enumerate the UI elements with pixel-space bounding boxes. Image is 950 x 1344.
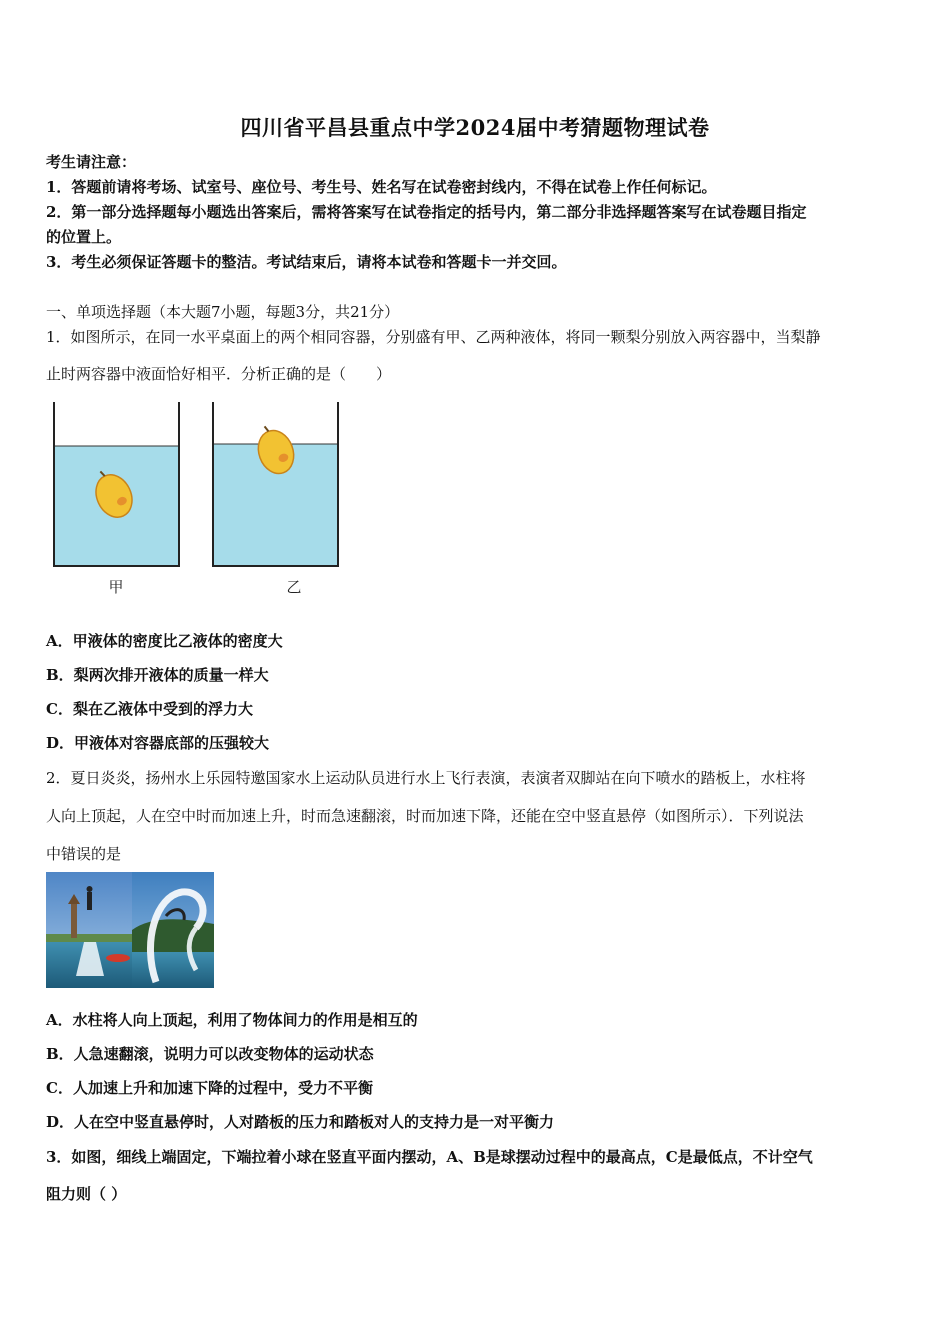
flyboarder-left-icon <box>87 892 92 910</box>
q1-option-a: A．甲液体的密度比乙液体的密度大 <box>46 632 283 650</box>
q3-stem-line-2: 阻力则（ ） <box>46 1185 127 1203</box>
q2-option-b: B．人急速翻滚，说明力可以改变物体的运动状态 <box>46 1045 374 1063</box>
q2-option-c: C．人加速上升和加速下降的过程中，受力不平衡 <box>46 1079 373 1097</box>
q2-stem-line-1: 2．夏日炎炎，扬州水上乐园特邀国家水上运动队员进行水上飞行表演，表演者双脚站在向下喷水的踏板上，水柱将 <box>46 769 806 787</box>
q2-stem-line-3: 中错误的是 <box>46 845 122 863</box>
label-jia: 甲 <box>108 578 124 596</box>
q3-stem-line-1: 3．如图，细线上端固定，下端拉着小球在竖直平面内摆动，A、B是球摆动过程中的最高点，C是最低点，不计空气 <box>46 1148 813 1166</box>
q2-option-d: D．人在空中竖直悬停时，人对踏板的压力和踏板对人的支持力是一对平衡力 <box>46 1113 555 1131</box>
q1-option-b: B．梨两次排开液体的质量一样大 <box>46 666 269 684</box>
photo-left-panel <box>46 872 132 988</box>
notice-item-2-cont: 的位置上。 <box>46 228 122 246</box>
pagoda-icon <box>71 902 77 938</box>
q2-option-a: A．水柱将人向上顶起，利用了物体间力的作用是相互的 <box>46 1011 418 1029</box>
q1-figure-containers <box>46 398 356 608</box>
container-yi <box>213 402 338 596</box>
exam-title: 四川省平昌县重点中学2024届中考猜题物理试卷 <box>240 115 710 140</box>
q1-stem-line-1: 1．如图所示，在同一水平桌面上的两个相同容器，分别盛有甲、乙两种液体，将同一颗梨分别放入两容器中，当梨静 <box>46 328 821 346</box>
notice-item-1: 1．答题前请将考场、试室号、座位号、考生号、姓名写在试卷密封线内，不得在试卷上作任何标记。 <box>46 178 717 196</box>
label-yi: 乙 <box>286 578 302 596</box>
notice-item-3: 3．考生必须保证答题卡的整洁。考试结束后，请将本试卷和答题卡一并交回。 <box>46 253 567 271</box>
container-jia <box>54 402 179 596</box>
q1-option-c: C．梨在乙液体中受到的浮力大 <box>46 700 253 718</box>
section-heading: 一、单项选择题（本大题7小题，每题3分，共21分） <box>46 303 400 321</box>
photo-right-panel <box>132 872 214 988</box>
q2-figure-photo <box>46 872 214 988</box>
q1-stem-line-2: 止时两容器中液面恰好相平．分析正确的是（ ） <box>46 365 392 383</box>
q2-stem-line-2: 人向上顶起，人在空中时而加速上升，时而急速翻滚，时而加速下降，还能在空中竖直悬停（如图所示）．下列说法 <box>46 807 804 825</box>
q1-option-d: D．甲液体对容器底部的压强较大 <box>46 734 270 752</box>
notice-heading: 考生请注意： <box>46 153 137 171</box>
notice-item-2: 2．第一部分选择题每小题选出答案后，需将答案写在试卷指定的括号内，第二部分非选择题答案写在试卷题目指定 <box>46 203 807 221</box>
jetski-icon <box>106 954 130 962</box>
